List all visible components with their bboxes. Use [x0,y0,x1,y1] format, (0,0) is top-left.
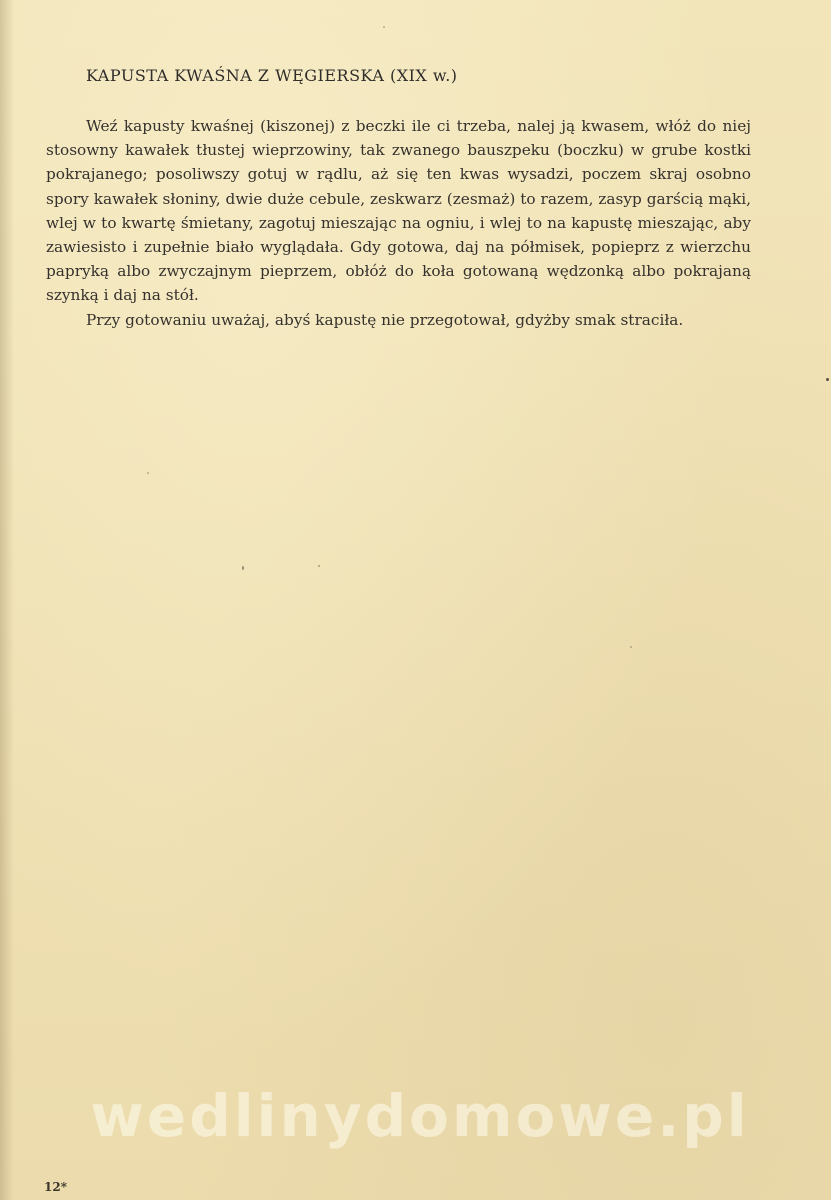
recipe-title: KAPUSTA KWAŚNA Z WĘGIERSKA (XIX w.) [86,66,458,85]
paper-speck [630,646,632,648]
paper-speck [242,566,244,570]
recipe-paragraph: Weź kapusty kwaśnej (kiszonej) z beczki ile ci trzeba, nalej ją kwasem, włóż do niej stosowny kawałek tłustej wieprzowiny, tak zwanego bauszpeku (boczku) w grube kostki pokrajanego; posoliwszy gotuj w rądlu, aż się ten kwas wysadzi, poczem skraj osobno spory kawałek słoniny, dwie duże cebule, zeskwarz (zesmaż) to razem, zasyp garścią mąki, wlej w to kwartę śmietany, zagotuj mieszając na ogniu, i wlej to na kapustę mieszając, aby zawiesisto i zupełnie biało wyglądała. Gdy gotowa, daj na półmisek, popieprz z wierzchu papryką albo zwyczajnym pieprzem, obłóż do koła gotowaną wędzonką albo pokrajaną szynką i daj na stół. [46,117,751,305]
paper-speck [383,26,385,28]
recipe-body [46,114,751,332]
recipe-paragraph: Przy gotowaniu uważaj, abyś kapustę nie przegotował, gdyżby smak straciła. [86,310,684,329]
watermark: wedlinydomowe.pl [90,1082,750,1150]
paper-speck [826,378,829,381]
paper-speck [318,565,320,567]
paper-speck [147,472,149,474]
page-number: 12* [44,1180,67,1194]
page-edge-shadow [0,0,14,1200]
